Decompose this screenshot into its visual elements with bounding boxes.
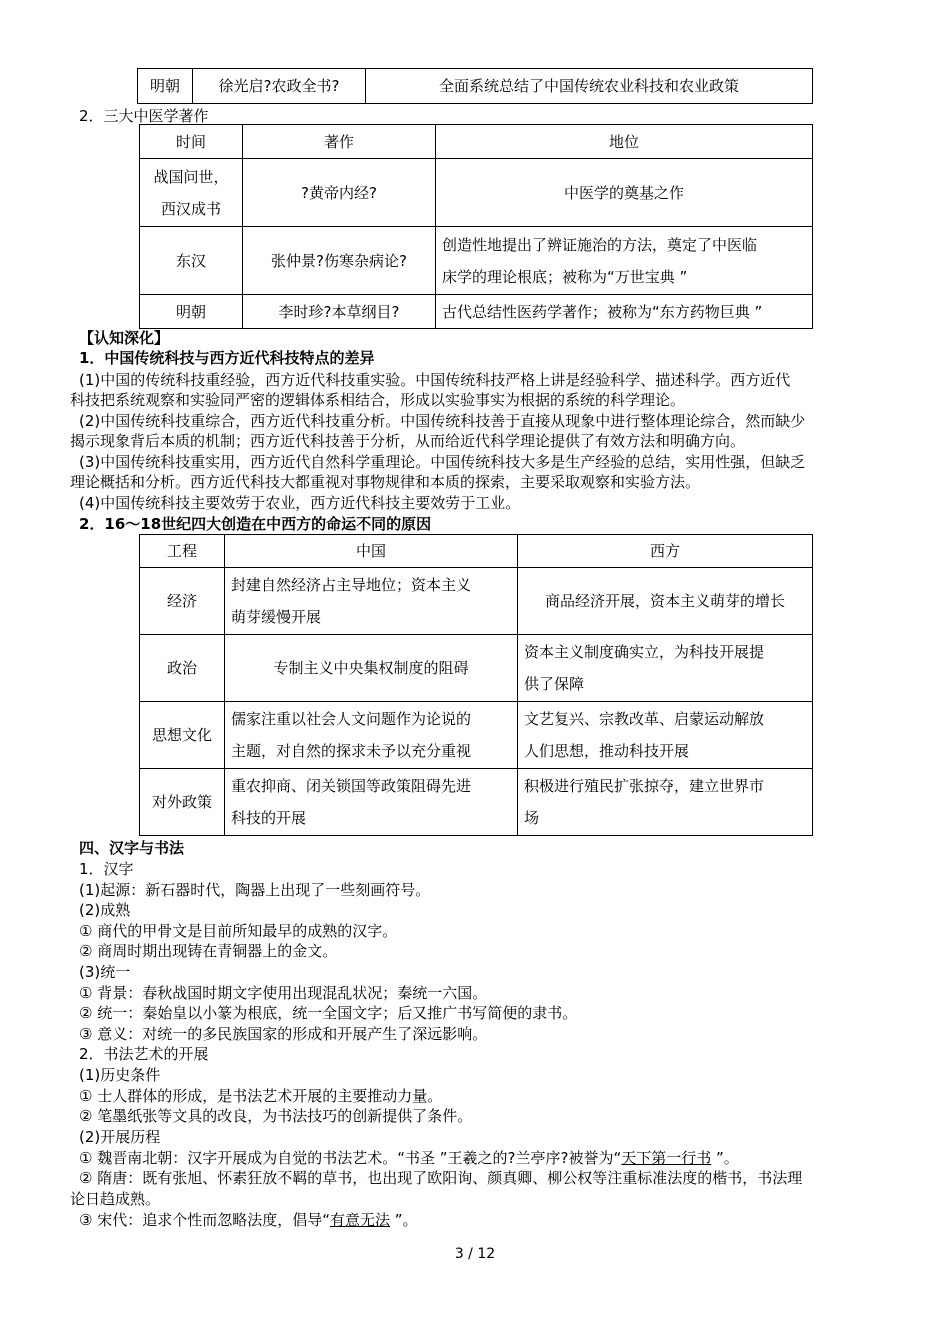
text-span: ③ 宋代：追求个性而忽略法度，倡导“ (79, 1211, 330, 1229)
paragraph-line (79, 1210, 418, 1230)
paragraph-line: ② 笔墨纸张等文具的改良，为书法技巧的创新提供了条件。 (79, 1107, 473, 1125)
paragraph-line (79, 1148, 739, 1168)
table-cell (518, 702, 813, 769)
cell-line: 文艺复兴、宗教改革、启蒙运动解放 (524, 710, 765, 728)
subsection-heading: 1．汉字 (79, 860, 134, 878)
section-title: 【认知深化】 (79, 329, 170, 347)
cell-line: 萌芽缓慢开展 (231, 608, 322, 626)
subsection-heading: 2．书法艺术的开展 (79, 1045, 209, 1063)
table-cell (518, 769, 813, 836)
table-cell: 古代总结性医药学著作；被称为“东方药物巨典 ” (436, 295, 813, 329)
paragraph-line: ② 统一：秦始皇以小篆为根底，统一全国文字；后又推广书写简便的隶书。 (79, 1004, 578, 1022)
section-heading: 2．三大中医学著作 (79, 107, 209, 125)
column-header: 时间 (140, 125, 243, 159)
table-cell: ?黄帝内经? (243, 159, 436, 227)
cell-line: 资本主义制度确实立，为科技开展提 (524, 643, 765, 661)
underlined-term: 天下第一行书 (621, 1149, 712, 1167)
page-number: 3 / 12 (454, 1246, 496, 1262)
section-heading: 2．16～18世纪四大创造在中西方的命运不同的原因 (79, 515, 432, 533)
paragraph-line: 论日趋成熟。 (70, 1190, 161, 1208)
paragraph-line: (3)统一 (79, 963, 131, 981)
paragraph-line: (2)成熟 (79, 901, 131, 919)
table-row (140, 769, 813, 836)
text-span: ① 魏晋南北朝：汉字开展成为自觉的书法艺术。“书圣 ”王羲之的?兰亭序?被誉为“ (79, 1149, 622, 1167)
table-cell: 专制主义中央集权制度的阻碍 (225, 635, 518, 702)
paragraph-line: 理论概括和分析。西方近代科技大都重视对事物规律和本质的探索，主要采取观察和实验方法。 (70, 473, 701, 491)
paragraph-line: (1)历史条件 (79, 1066, 161, 1084)
paragraph-line: (3)中国传统科技重实用，西方近代自然科学重理论。中国传统科技大多是生产经验的总结，实用性强，但缺乏 (79, 453, 806, 471)
table-cell (225, 702, 518, 769)
table-row (138, 69, 813, 104)
cell-line: 人们思想，推动科技开展 (524, 742, 690, 760)
cell-line: 重农抑商、闭关锁国等政策阻碍先进 (231, 777, 472, 795)
column-header: 中国 (225, 535, 518, 568)
table-cell (518, 635, 813, 702)
paragraph-line: ③ 意义：对统一的多民族国家的形成和开展产生了深远影响。 (79, 1025, 488, 1043)
column-header: 地位 (436, 125, 813, 159)
paragraph-line: ① 商代的甲骨文是目前所知最早的成熟的汉字。 (79, 922, 398, 940)
table-cell (225, 568, 518, 635)
table-row (140, 159, 813, 227)
table-row (140, 227, 813, 295)
section-title: 四、汉字与书法 (79, 839, 185, 857)
table-cell: 全面系统总结了中国传统农业科技和农业政策 (366, 69, 813, 104)
cell-line: 供了保障 (524, 675, 585, 693)
paragraph-line: 科技把系统观察和实验同严密的逻辑体系相结合，形成以实验事实为根据的系统的科学理论。 (70, 391, 686, 409)
table-cell: 李时珍?本草纲目? (243, 295, 436, 329)
inventions-table (139, 534, 813, 836)
cell-line: 战国问世， (153, 167, 229, 186)
table-cell: 经济 (140, 568, 225, 635)
table-row (140, 702, 813, 769)
table-header-row (140, 125, 813, 159)
cell-line: 儒家注重以社会人文问题作为论说的 (231, 710, 472, 728)
cell-line: 场 (524, 809, 540, 827)
table-cell (225, 769, 518, 836)
table-cell: 政治 (140, 635, 225, 702)
table-cell: 商品经济开展，资本主义萌芽的增长 (518, 568, 813, 635)
column-header: 著作 (243, 125, 436, 159)
table-cell: 明朝 (138, 69, 193, 104)
table-cell: 东汉 (140, 227, 243, 295)
paragraph-line: (2)中国传统科技重综合，西方近代科技重分析。中国传统科技善于直接从现象中进行整体理论综合，然而缺少 (79, 412, 806, 430)
paragraph-line: ① 士人群体的形成，是书法艺术开展的主要推动力量。 (79, 1087, 443, 1105)
table-cell: 思想文化 (140, 702, 225, 769)
paragraph-line: (1)中国的传统科技重经验，西方近代科技重实验。中国传统科技严格上讲是经验科学、描述科学。西方近代 (79, 371, 791, 389)
cell-line: 床学的理论根底；被称为“万世宝典 ” (442, 267, 688, 286)
table-row (140, 568, 813, 635)
table-row (140, 295, 813, 329)
cell-line: 积极进行殖民扩张掠夺，建立世界市 (524, 777, 765, 795)
paragraph-line: (2)开展历程 (79, 1128, 161, 1146)
cell-line: 科技的开展 (231, 809, 307, 827)
tcm-table (139, 124, 813, 329)
table-header-row (140, 535, 813, 568)
column-header: 西方 (518, 535, 813, 568)
table-cell: 徐光启?农政全书? (193, 69, 366, 104)
paragraph-line: (4)中国传统科技主要效劳于农业，西方近代科技主要效劳于工业。 (79, 494, 521, 512)
section-heading: 1．中国传统科技与西方近代科技特点的差异 (79, 349, 375, 367)
table-cell: 中医学的奠基之作 (436, 159, 813, 227)
paragraph-line: ② 隋唐：既有张旭、怀素狂放不羁的草书，也出现了欧阳询、颜真卿、柳公权等注重标准法度的楷书，书法理 (79, 1169, 803, 1187)
table-cell (436, 227, 813, 295)
table-cell: 张仲景?伤寒杂病论? (243, 227, 436, 295)
table-cell (140, 159, 243, 227)
paragraph-line: ② 商周时期出现铸在青铜器上的金文。 (79, 942, 338, 960)
paragraph-line: (1)起源：新石器时代，陶器上出现了一些刻画符号。 (79, 881, 431, 899)
text-span: ”。 (711, 1149, 739, 1167)
paragraph-line: ① 背景：春秋战国时期文字使用出现混乱状况；秦统一六国。 (79, 984, 488, 1002)
paragraph-line: 揭示现象背后本质的机制；西方近代科技善于分析，从而给近代科学理论提供了有效方法和明确方向。 (70, 432, 746, 450)
table-cell: 明朝 (140, 295, 243, 329)
agri-table (137, 68, 813, 104)
table-row (140, 635, 813, 702)
text-span: ”。 (390, 1211, 418, 1229)
table-cell: 对外政策 (140, 769, 225, 836)
column-header: 工程 (140, 535, 225, 568)
cell-line: 主题，对自然的探求未予以充分重视 (231, 742, 472, 760)
cell-line: 创造性地提出了辨证施治的方法，奠定了中医临 (442, 235, 758, 254)
cell-line: 封建自然经济占主导地位；资本主义 (231, 576, 472, 594)
underlined-term: 有意无法 (330, 1211, 391, 1229)
cell-line: 西汉成书 (160, 199, 221, 218)
